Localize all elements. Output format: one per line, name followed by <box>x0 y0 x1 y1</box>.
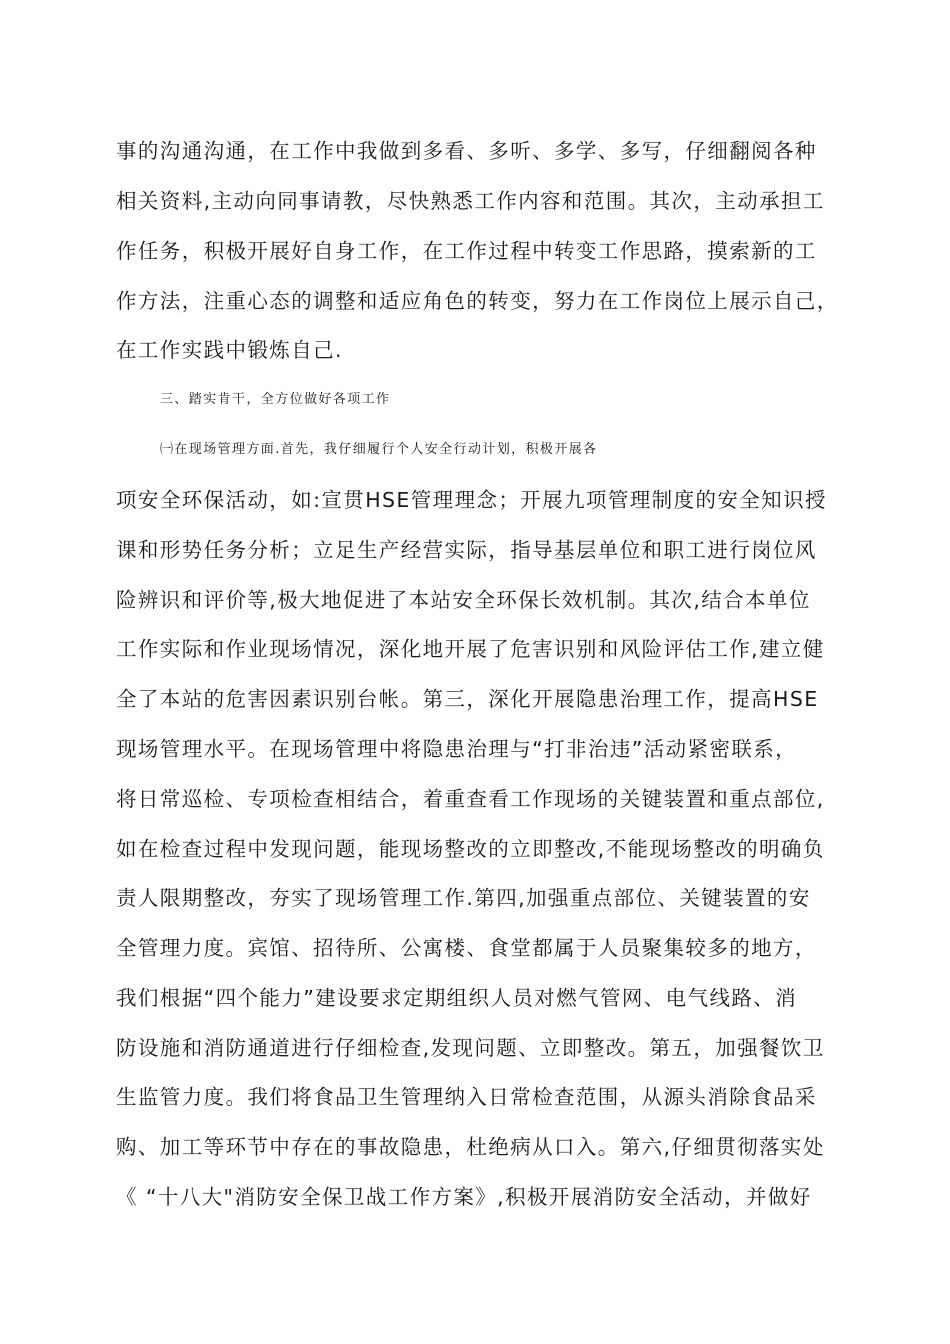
text-line: 购、加工等环节中存在的事故隐患，杜绝病从口入。第六,仔细贯彻落实处 <box>116 1135 825 1159</box>
text-line: 如在检查过程中发现问题，能现场整改的立即整改,不能现场整改的明确负 <box>116 837 825 861</box>
text-line: 全管理力度。宾馆、招待所、公寓楼、食堂都属于人员聚集较多的地方， <box>116 936 817 960</box>
text-line: 将日常巡检、专项检查相结合，着重查看工作现场的关键装置和重点部位, <box>116 787 825 811</box>
text-line: 工作实际和作业现场情况，深化地开展了危害识别和风险评估工作,建立健 <box>116 637 825 661</box>
text-line: 在工作实践中锻炼自己. <box>116 338 343 362</box>
text-line: 相关资料,主动向同事请教，尽快熟悉工作内容和范围。其次，主动承担工 <box>116 189 825 213</box>
text-line: 险辨识和评价等,极大地促进了本站安全环保长效机制。其次,结合本单位 <box>116 588 811 612</box>
text-line: 课和形势任务分析；立足生产经营实际，指导基层单位和职工进行岗位风 <box>116 538 817 562</box>
text-line: 事的沟通沟通，在工作中我做到多看、多听、多学、多写，仔细翻阅各种 <box>116 139 817 163</box>
text-line: 作方法，注重心态的调整和适应角色的转变，努力在工作岗位上展示自己， <box>116 289 839 313</box>
text-line: 项安全环保活动，如:宣贯HSE管理理念；开展九项管理制度的安全知识授 <box>116 488 827 512</box>
section-heading: 三、踏实肯干，全方位做好各项工作 <box>160 392 391 407</box>
text-line: 现场管理水平。在现场管理中将隐患治理与“打非治违”活动紧密联系， <box>116 737 798 761</box>
text-line: 我们根据“四个能力”建设要求定期组织人员对燃气管网、电气线路、消 <box>116 986 798 1010</box>
paragraph-start-line: ㈠在现场管理方面.首先，我仔细履行个人安全行动计划，积极开展各 <box>160 442 598 457</box>
text-line: 防设施和消防通道进行仔细检查,发现问题、立即整改。第五，加强餐饮卫 <box>116 1036 825 1060</box>
text-line: 作任务，积极开展好自身工作，在工作过程中转变工作思路，摸索新的工 <box>116 239 817 263</box>
text-line: 责人限期整改，夯实了现场管理工作.第四,加强重点部位、关键装置的安 <box>116 886 811 910</box>
text-line: 全了本站的危害因素识别台帐。第三，深化开展隐患治理工作，提高HSE <box>116 687 819 711</box>
text-line: 《 “十八大"消防安全保卫战工作方案》,积极开展消防安全活动，并做好 <box>116 1185 812 1209</box>
text-line: 生监管力度。我们将食品卫生管理纳入日常检查范围，从源头消除食品采 <box>116 1085 817 1109</box>
